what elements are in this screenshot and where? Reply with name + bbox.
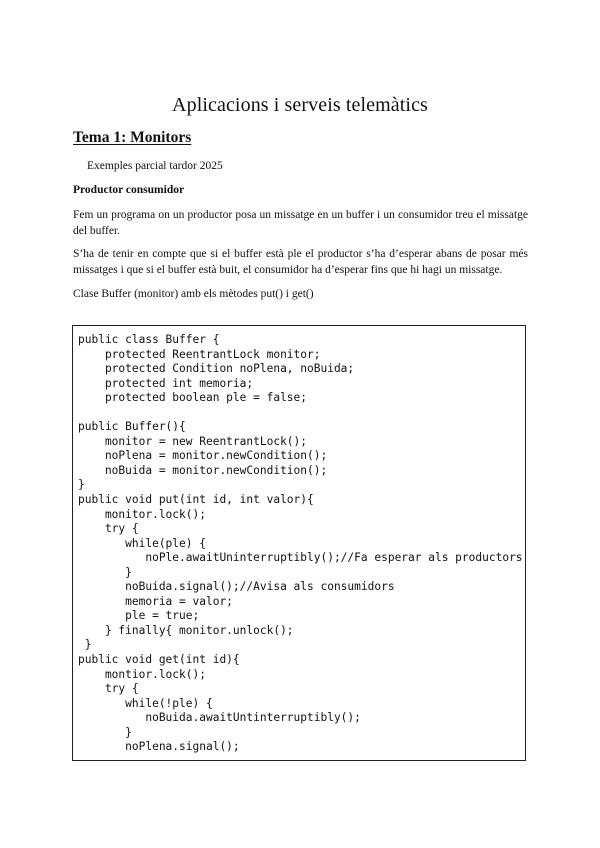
section-heading: Tema 1: Monitors <box>73 129 192 146</box>
subsection-heading: Productor consumidor <box>73 184 185 196</box>
document-subtitle: Exemples parcial tardor 2025 <box>87 160 223 172</box>
paragraph-intro: Fem un programa on un productor posa un missatge en un buffer i un consumidor treu el missatge del buffer. <box>73 209 528 237</box>
code-listing: public class Buffer { protected ReentrantLock monitor; protected Condition noPlena, noBuida; protected int memoria; protected boolean ple = false; public Buffer(){ monitor = new ReentrantLock(); noPlena = monitor.newCondition(); noBuida = monitor.newCondition(); } public void put(int id, int valor){ monitor.lock(); try { while(ple) { noPle.awaitUninterruptibly();//Fa esperar als productors } noBuida.signal();//Avisa als consumidors memoria = valor; ple = true; } finally{ monitor.unlock(); } public void get(int id){ montior.lock(); try { while(!ple) { noBuida.awaitUntinterruptibly(); } noPlena.signal(); <box>78 333 523 754</box>
document-title: Aplicacions i serveis telemàtics <box>172 94 428 116</box>
code-block <box>72 325 526 761</box>
paragraph-code-caption: Clase Buffer (monitor) amb els mètodes put() i get() <box>73 288 314 300</box>
paragraph-condition: S’ha de tenir en compte que si el buffer està ple el productor s’ha d’esperar abans de posar més missatges i que si el buffer està buit, el consumidor ha d’esperar fins que hi hagi un missatge. <box>73 248 528 276</box>
